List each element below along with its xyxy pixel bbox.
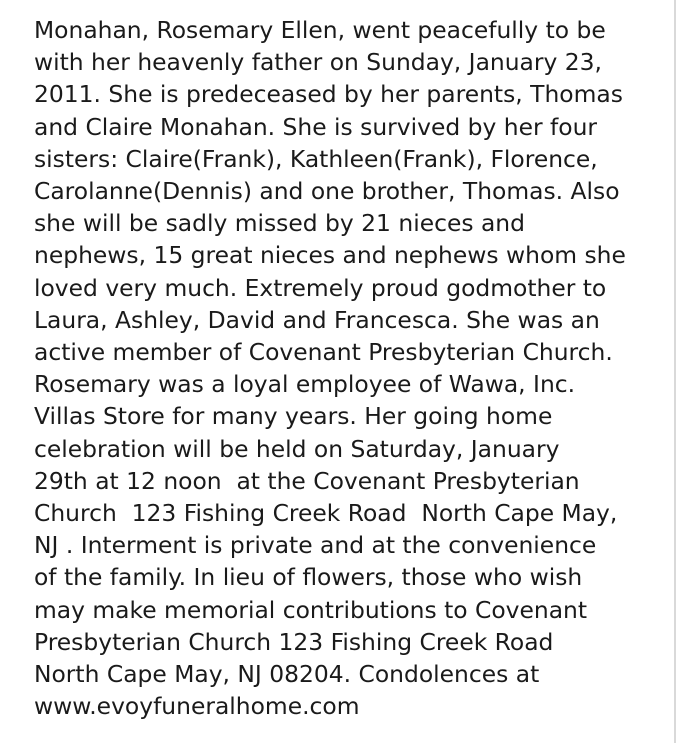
obituary-line: Villas Store for many years. Her going home — [34, 402, 553, 431]
obituary-text — [34, 14, 670, 722]
obituary-line: active member of Covenant Presbyterian Church. — [34, 338, 613, 367]
obituary-line: nephews, 15 great nieces and nephews whom she — [34, 241, 626, 270]
obituary-line: Rosemary was a loyal employee of Wawa, Inc. — [34, 370, 576, 399]
obituary-line: of the family. In lieu of flowers, those who wish — [34, 563, 583, 592]
obituary-line: Monahan, Rosemary Ellen, went peacefully to be — [34, 16, 606, 44]
obituary-line: loved very much. Extremely proud godmother to — [34, 273, 607, 302]
obituary-line: 29th at 12 noon at the Covenant Presbyterian — [34, 466, 580, 495]
obituary-line: Presbyterian Church 123 Fishing Creek Road — [34, 627, 554, 656]
funeral-home-website: www.evoyfuneralhome.com — [34, 692, 360, 721]
obituary-line: Carolanne(Dennis) and one brother, Thomas. Also — [34, 177, 620, 206]
obituary-line: she will be sadly missed by 21 nieces and — [34, 209, 525, 238]
obituary-line: NJ . Interment is private and at the convenience — [34, 531, 597, 560]
obituary-line: with her heavenly father on Sunday, January 23, — [34, 48, 602, 77]
obituary-line: sisters: Claire(Frank), Kathleen(Frank), Florence, — [34, 144, 598, 173]
obituary-line: and Claire Monahan. She is survived by her four — [34, 112, 598, 141]
obituary-line: may make memorial contributions to Covenant — [34, 595, 588, 624]
obituary-line: celebration will be held on Saturday, January — [34, 434, 560, 463]
obituary-line: Laura, Ashley, David and Francesca. She was an — [34, 305, 600, 334]
page-edge-divider — [674, 0, 676, 743]
obituary-line: North Cape May, NJ 08204. Condolences at — [34, 660, 540, 689]
obituary-line: Church 123 Fishing Creek Road North Cape May, — [34, 499, 618, 528]
obituary-line: 2011. She is predeceased by her parents, Thomas — [34, 80, 623, 109]
